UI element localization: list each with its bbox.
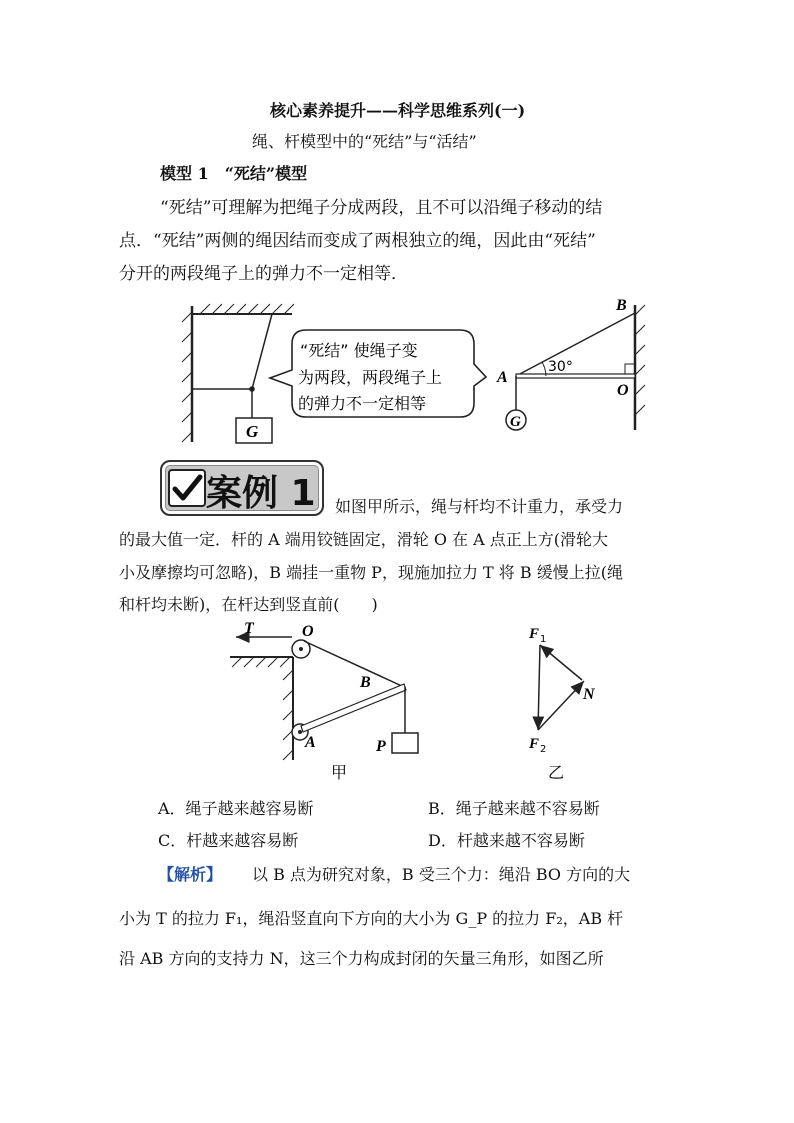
caption-jia: 甲 bbox=[331, 763, 348, 782]
vector-n bbox=[538, 681, 584, 730]
rod-ab bbox=[301, 684, 406, 732]
analysis-line-1: 以 B 点为研究对象，B 受三个力：绳沿 BO 方向的大 bbox=[252, 865, 631, 884]
label-p: P bbox=[376, 738, 386, 755]
label-f2-sub: 2 bbox=[540, 744, 547, 755]
label-g-circle: G bbox=[510, 414, 521, 430]
bubble-line-1: “死结” 使绳子变 bbox=[300, 341, 418, 360]
caption-yi: 乙 bbox=[548, 763, 565, 782]
model-heading: 模型 1 “死结”模型 bbox=[160, 164, 308, 183]
intro-line-2: 点．“死结”两侧的绳因结而变成了两根独立的绳，因此由“死结” bbox=[119, 231, 596, 251]
example-line-4: 和杆均未断)，在杆达到竖直前( ) bbox=[119, 595, 378, 614]
label-o-fig2: O bbox=[302, 623, 314, 640]
page-subtitle: 绳、杆模型中的“死结”与“活结” bbox=[252, 132, 477, 151]
analysis-line-3: 沿 AB 方向的支持力 N，这三个力构成封闭的矢量三角形，如图乙所 bbox=[119, 949, 604, 968]
bubble-line-3: 的弹力不一定相等 bbox=[298, 394, 427, 413]
analysis-label: 【解析】 bbox=[158, 865, 223, 884]
label-f1: F bbox=[529, 626, 540, 642]
example-badge-label: 案例 1 bbox=[206, 473, 316, 514]
weight-box-p bbox=[392, 733, 418, 753]
example-line-3: 小及摩擦均可忽略)，B 端挂一重物 P，现施加拉力 T 将 B 缓慢上拉(绳 bbox=[119, 563, 623, 582]
weight-label-g: G bbox=[246, 422, 259, 441]
intro-line-3: 分开的两段绳子上的弹力不一定相等． bbox=[119, 264, 408, 284]
vector-f2 bbox=[538, 645, 540, 730]
intro-line-1: “死结”可理解为把绳子分成两段，且不可以沿绳子移动的结 bbox=[160, 198, 603, 218]
example-line-2: 的最大值一定．杆的 A 端用铰链固定，滑轮 O 在 A 点正上方(滑轮大 bbox=[119, 530, 608, 549]
analysis-line-2: 小为 T 的拉力 F₁，绳沿竖直向下方向的大小为 G_P 的拉力 F₂，AB 杆 bbox=[119, 909, 624, 928]
label-b-fig1: B bbox=[616, 297, 627, 314]
hinge-a-center bbox=[298, 730, 302, 734]
option-d[interactable]: D．杆越来越不容易断 bbox=[428, 831, 585, 850]
label-f2: F bbox=[529, 736, 540, 752]
label-a-fig1: A bbox=[497, 369, 508, 386]
example-line-1: 如图甲所示，绳与杆均不计重力，承受力 bbox=[335, 497, 624, 516]
angle-label: 30° bbox=[548, 359, 573, 375]
option-a[interactable]: A．绳子越来越容易断 bbox=[158, 799, 314, 818]
label-o-fig1: O bbox=[617, 382, 629, 399]
label-f1-sub: 1 bbox=[540, 634, 547, 645]
vector-f1 bbox=[540, 645, 582, 680]
page-title: 核心素养提升——科学思维系列(一) bbox=[270, 101, 526, 120]
label-t: T bbox=[244, 620, 254, 637]
option-b[interactable]: B．绳子越来越不容易断 bbox=[428, 799, 600, 818]
label-b-fig2: B bbox=[360, 674, 371, 691]
ledge bbox=[230, 657, 293, 760]
label-n: N bbox=[583, 686, 595, 703]
option-c[interactable]: C．杆越来越容易断 bbox=[158, 831, 299, 850]
rope-ob bbox=[304, 641, 404, 687]
pulley-o-center bbox=[299, 647, 303, 651]
bubble-line-2: 为两段，两段绳子上 bbox=[298, 368, 443, 387]
label-a-fig2: A bbox=[305, 734, 316, 751]
